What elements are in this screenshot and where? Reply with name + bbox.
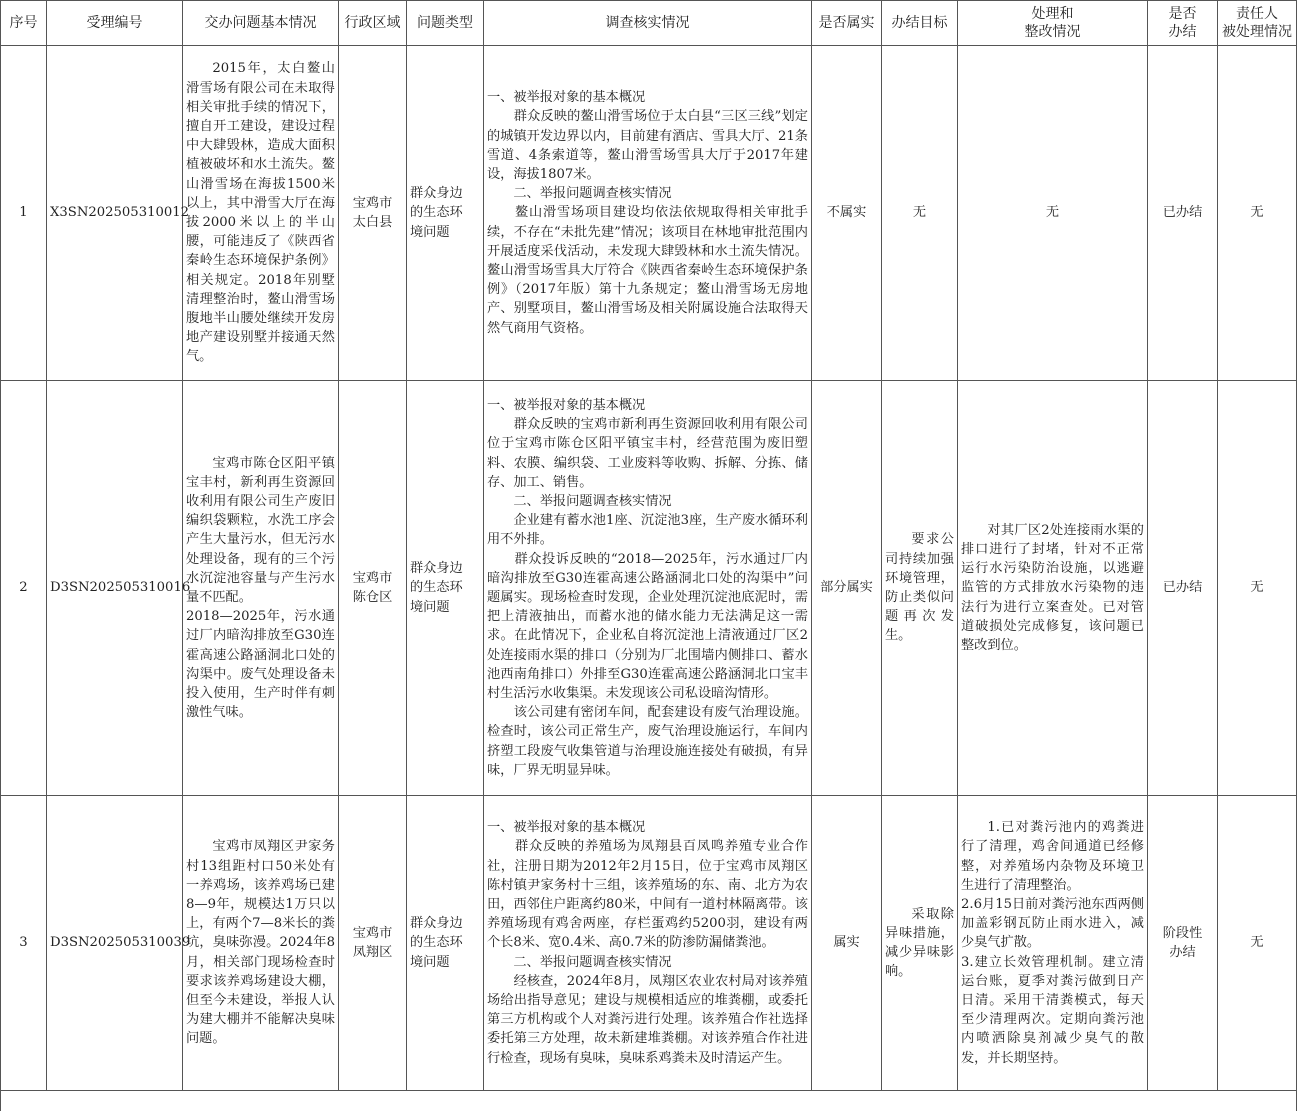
header-handling: 处理和 整改情况 xyxy=(958,1,1148,46)
row-accountability: 无 xyxy=(1218,381,1297,796)
table-row-partial xyxy=(1,1091,1297,1111)
row-index: 1 xyxy=(1,46,47,381)
header-goal: 办结目标 xyxy=(882,1,958,46)
row-index: 3 xyxy=(1,796,47,1091)
table-row xyxy=(1,46,1297,381)
header-closed: 是否 办结 xyxy=(1148,1,1218,46)
row-closed: 已办结 xyxy=(1148,381,1218,796)
table-row xyxy=(1,381,1297,796)
row-accountability: 无 xyxy=(1218,796,1297,1091)
row-goal: 无 xyxy=(882,46,958,381)
row-type: 群众身边 的生态环 境问题 xyxy=(407,381,484,796)
row-goal: 采取除异味措施，减少异味影响。 xyxy=(882,796,958,1091)
row-region: 宝鸡市 陈仓区 xyxy=(339,381,407,796)
header-index: 序号 xyxy=(1,1,47,46)
row-issue: 宝鸡市凤翔区尹家务村13组距村口50米处有一养鸡场，该养鸡场已建8—9年，规模达1万只以上，有两个7—8米长的粪坑，臭味弥漫。2024年8月，相关部门现场检查时要求该养鸡场建设大棚，但至今未建设，举报人认为建大棚并不能解决臭味问题。 xyxy=(183,796,339,1091)
row-closed: 阶段性 办结 xyxy=(1148,796,1218,1091)
header-type: 问题类型 xyxy=(407,1,484,46)
row-case-id: D3SN202505310039 xyxy=(47,796,183,1091)
row-closed: 已办结 xyxy=(1148,46,1218,381)
row-investigation: 一、被举报对象的基本概况 群众反映的宝鸡市新利再生资源回收利用有限公司位于宝鸡市陈仓区阳平镇宝丰村，经营范围为废旧塑料、农膜、编织袋、工业废料等收购、拆解、分拣、储存、加工、销售。 二、举报问题调查核实情况 企业建有蓄水池1座、沉淀池3座，生产废水循环利用不外排。 群众投诉反映的“2018—2025年，污水通过厂内暗沟排放至G30连霍高速公路涵洞北口处的沟渠中”问题属实。现场检查时发现，企业处理沉淀池底泥时，需把上清液抽出，而蓄水池的储水能力无法满足这一需求。在此情况下，企业私自将沉淀池上清液通过厂区2处连接雨水渠的排口（分别为厂北围墙内侧排口、蓄水池西南角排口）外排至G30连霍高速公路涵洞北口宝丰村生活污水收集渠。未发现该公司私设暗沟情形。 该公司建有密闭车间，配套建设有废气治理设施。检查时，该公司正常生产，废气治理设施运行，车间内挤塑工段废气收集管道与治理设施连接处有破损，有异味，厂界无明显异味。 xyxy=(484,381,812,796)
row-type: 群众身边 的生态环 境问题 xyxy=(407,46,484,381)
row-investigation: 一、被举报对象的基本概况 群众反映的养殖场为凤翔县百凤鸣养殖专业合作社，注册日期为2012年2月15日，位于宝鸡市凤翔区陈村镇尹家务村十三组，该养殖场的东、南、北方为农田，西邻住户距离约80米，中间有一道村林隔离带。该养殖场现有鸡舍两座，存栏蛋鸡约5200羽，建设有两个长8米、宽0.4米、高0.7米的防渗防漏储粪池。 二、举报问题调查核实情况 经核查，2024年8月，凤翔区农业农村局对该养殖场给出指导意见；建设与规模相适应的堆粪棚，或委托第三方机构或个人对粪污进行处理。该养殖合作社选择委托第三方处理，故未新建堆粪棚。对该养殖合作社进行检查，现场有臭味，臭味系鸡粪未及时清运产生。 xyxy=(484,796,812,1091)
header-investigation: 调查核实情况 xyxy=(484,1,812,46)
row-verified: 不属实 xyxy=(812,46,882,381)
header-accountability: 责任人 被处理情况 xyxy=(1218,1,1297,46)
header-row xyxy=(1,1,1297,46)
row-handling: 对其厂区2处连接雨水渠的排口进行了封堵，针对不正常运行水污染防治设施，以逃避监管的方式排放水污染物的违法行为进行立案查处。已对管道破损处完成修复，该问题已整改到位。 xyxy=(958,381,1148,796)
row-region: 宝鸡市 太白县 xyxy=(339,46,407,381)
header-case-id: 受理编号 xyxy=(47,1,183,46)
row-goal: 要求公司持续加强环境管理，防止类似问题再次发生。 xyxy=(882,381,958,796)
row-handling: 无 xyxy=(958,46,1148,381)
row-accountability: 无 xyxy=(1218,46,1297,381)
row-verified: 部分属实 xyxy=(812,381,882,796)
table-row xyxy=(1,796,1297,1091)
row-issue: 2015年，太白鳌山滑雪场有限公司在未取得相关审批手续的情况下，擅自开工建设，建设过程中大肆毁林，造成大面积植被破坏和水土流失。鳌山滑雪场在海拔1500米以上，其中滑雪大厅在海拔2000米以上的半山腰，可能违反了《陕西省秦岭生态环境保护条例》相关规定。2018年别墅清理整治时，鳌山滑雪场腹地半山腰处继续开发房地产建设别墅并接通天然气。 xyxy=(183,46,339,381)
cutoff-row xyxy=(1,1091,1297,1111)
row-investigation: 一、被举报对象的基本概况 群众反映的鳌山滑雪场位于太白县“三区三线”划定的城镇开发边界以内，目前建有酒店、雪具大厅、21条雪道、4条索道等，鳌山滑雪场雪具大厅于2017年建设，海拔1807米。 二、举报问题调查核实情况 鳌山滑雪场项目建设均依法依规取得相关审批手续，不存在“未批先建”情况；该项目在林地审批范围内开展适度采伐活动，未发现大肆毁林和水土流失情况。鳌山滑雪场雪具大厅符合《陕西省秦岭生态环境保护条例》（2017年版）第十九条规定；鳌山滑雪场无房地产、别墅项目，鳌山滑雪场及相关附属设施合法取得天然气商用气资格。 xyxy=(484,46,812,381)
row-case-id: D3SN202505310016 xyxy=(47,381,183,796)
row-issue: 宝鸡市陈仓区阳平镇宝丰村，新利再生资源回收利用有限公司生产废旧编织袋颗粒，水洗工序会产生大量污水，但无污水处理设备，现有的三个污水沉淀池容量与产生污水量不匹配。 2018—2025年，污水通过厂内暗沟排放至G30连霍高速公路涵洞北口处的沟渠中。废气处理设备未投入使用，生产时伴有刺激性气味。 xyxy=(183,381,339,796)
row-verified: 属实 xyxy=(812,796,882,1091)
header-region: 行政区域 xyxy=(339,1,407,46)
row-handling: 1.已对粪污池内的鸡粪进行了清理，鸡舍间通道已经修整，对养殖场内杂物及环境卫生进行了清理整治。 2.6月15日前对粪污池东西两侧加盖彩钢瓦防止雨水进入，减少臭气扩散。 3.建立长效管理机制。建立清运台账，夏季对粪污做到日产日清。采用干清粪模式，每天至少清理两次。定期向粪污池内喷洒除臭剂减少臭气的散发，并长期坚持。 xyxy=(958,796,1148,1091)
row-case-id: X3SN202505310012 xyxy=(47,46,183,381)
row-type: 群众身边 的生态环 境问题 xyxy=(407,796,484,1091)
header-issue: 交办问题基本情况 xyxy=(183,1,339,46)
row-region: 宝鸡市 凤翔区 xyxy=(339,796,407,1091)
row-index: 2 xyxy=(1,381,47,796)
header-verified: 是否属实 xyxy=(812,1,882,46)
